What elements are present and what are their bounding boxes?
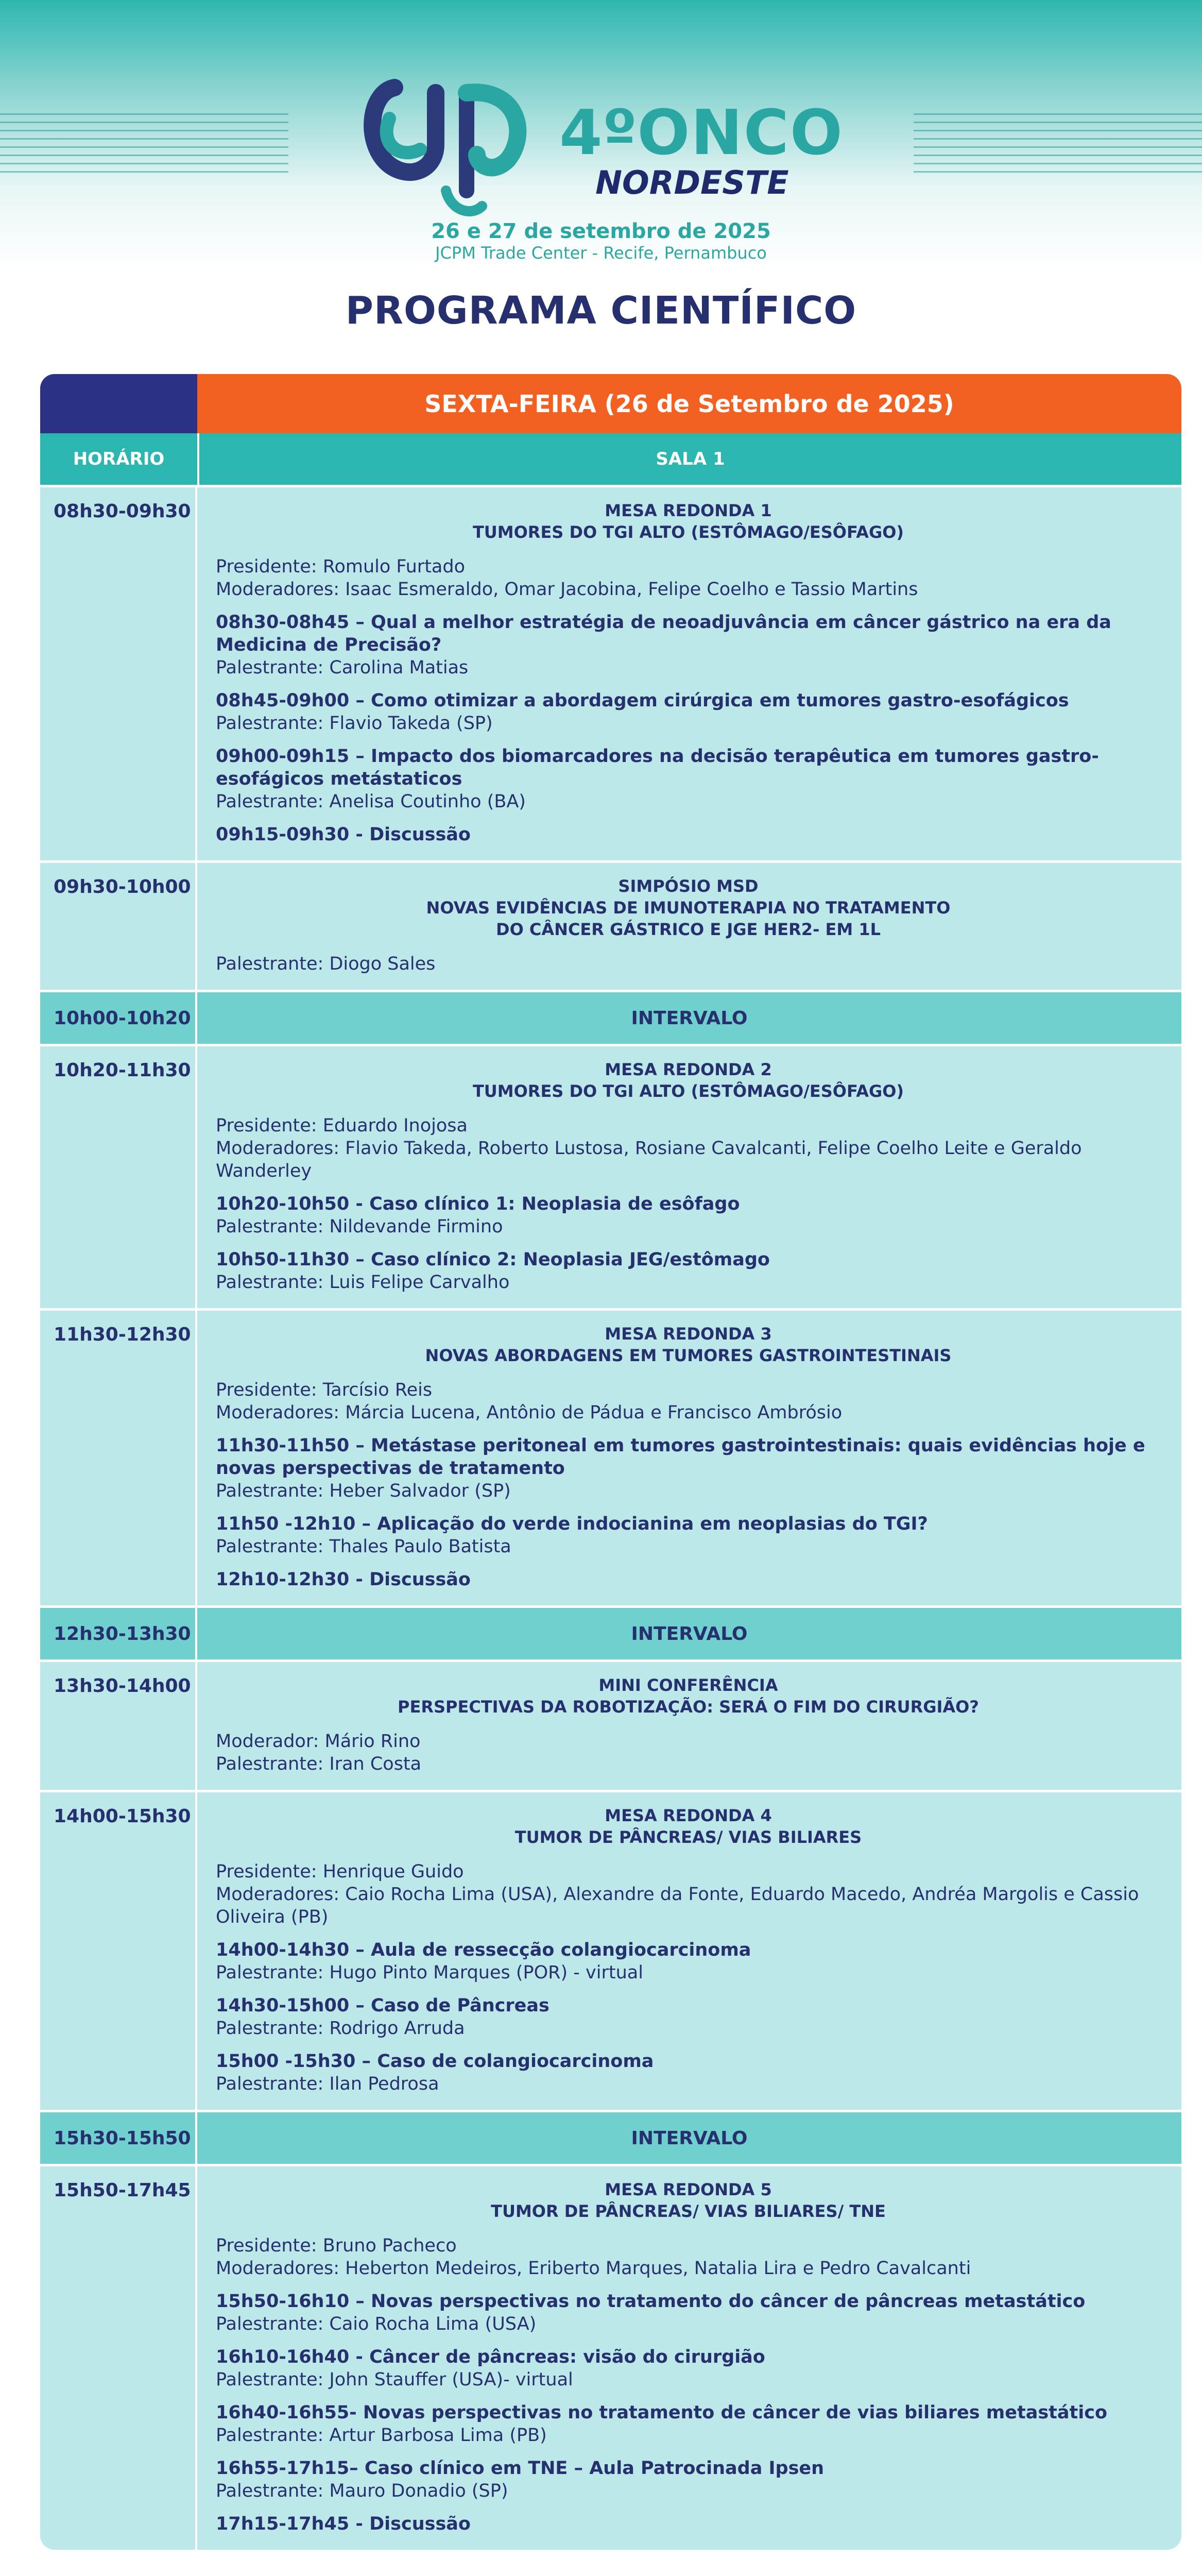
- event-logo: [0, 72, 1202, 263]
- session-title: NOVAS ABORDAGENS EM TUMORES GASTROINTESTINAIS: [425, 1346, 952, 1365]
- session-title: MESA REDONDA 3: [605, 1324, 772, 1344]
- day-schedule-friday: [40, 374, 1181, 2550]
- participant-line: Palestrante: Artur Barbosa Lima (PB): [216, 2425, 547, 2446]
- talk-title: 08h30-08h45 – Qual a melhor estratégia de neoadjuvância em câncer gástrico na era da Medicina de Precisão?: [216, 612, 1111, 655]
- participant-line: Presidente: Romulo Furtado: [216, 556, 466, 577]
- session-content: [197, 1792, 1181, 2110]
- event-venue: JCPM Trade Center - Recife, Pernambuco: [435, 243, 767, 263]
- participant-line: Palestrante: Anelisa Coutinho (BA): [216, 791, 526, 812]
- schedule-row-session: [40, 860, 1181, 990]
- schedule-row-interval: [40, 1605, 1181, 1659]
- spacer: [216, 2222, 1161, 2234]
- session-title: MINI CONFERÊNCIA: [598, 1675, 778, 1695]
- participant-line: Palestrante: Flavio Takeda (SP): [216, 713, 493, 734]
- participant-line: Presidente: Henrique Guido: [216, 1861, 464, 1882]
- session-title: PERSPECTIVAS DA ROBOTIZAÇÃO: SERÁ O FIM DO CIRURGIÃO?: [398, 1697, 979, 1717]
- spacer: [216, 1718, 1161, 1730]
- column-header-time: HORÁRIO: [40, 433, 199, 485]
- session-title: MESA REDONDA 5: [605, 2180, 772, 2199]
- time-slot: 15h50-17h45: [40, 2166, 197, 2550]
- schedule-row-session: [40, 1659, 1181, 1790]
- talk-title: 16h55-17h15– Caso clínico em TNE – Aula Patrocinada Ipsen: [216, 2458, 825, 2479]
- interval-label: INTERVALO: [631, 1007, 748, 1029]
- participant-line: Palestrante: Mauro Donadio (SP): [216, 2481, 508, 2501]
- talk-title: 15h50-16h10 – Novas perspectivas no tratamento do câncer de pâncreas metastático: [216, 2291, 1086, 2312]
- participant-line: Palestrante: Ilan Pedrosa: [216, 2074, 439, 2094]
- schedule-row-session: [40, 2164, 1181, 2550]
- time-slot: 13h30-14h00: [40, 1662, 197, 1790]
- session-title: TUMORES DO TGI ALTO (ESTÔMAGO/ESÔFAGO): [472, 522, 904, 542]
- talk-title: 09h00-09h15 – Impacto dos biomarcadores na decisão terapêutica em tumores gastro-esofágicos metástaticos: [216, 746, 1099, 789]
- participant-line: Moderadores: Márcia Lucena, Antônio de Pádua e Francisco Ambrósio: [216, 1402, 843, 1423]
- talk-title: 09h15-09h30 - Discussão: [216, 824, 471, 845]
- time-slot: 15h30-15h50: [40, 2112, 197, 2164]
- schedule-row-interval: [40, 2110, 1181, 2164]
- talk-title: 11h30-11h50 – Metástase peritoneal em tumores gastrointestinais: quais evidências hoje e novas perspectivas de tratamento: [216, 1435, 1145, 1479]
- spacer: [216, 940, 1161, 953]
- session-title: TUMORES DO TGI ALTO (ESTÔMAGO/ESÔFAGO): [472, 1081, 904, 1101]
- session-title: SIMPÓSIO MSD: [618, 876, 759, 896]
- session-content: [197, 1662, 1181, 1790]
- talk-title: 11h50 -12h10 – Aplicação do verde indocianina em neoplasias do TGI?: [216, 1514, 928, 1534]
- brand-subtitle: NORDESTE: [595, 164, 789, 201]
- talk-title: 14h00-14h30 – Aula de ressecção colangiocarcinoma: [216, 1940, 751, 1960]
- time-slot: 08h30-09h30: [40, 487, 197, 860]
- participant-line: Palestrante: John Stauffer (USA)- virtual: [216, 2369, 573, 2390]
- column-header: [40, 433, 1181, 485]
- participant-line: Moderador: Mário Rino: [216, 1731, 421, 1752]
- participant-line: Moderadores: Isaac Esmeraldo, Omar Jacobina, Felipe Coelho e Tassio Martins: [216, 579, 918, 600]
- column-header-room: SALA 1: [656, 449, 725, 469]
- schedule-row-session: [40, 1044, 1181, 1308]
- participant-line: Palestrante: Luis Felipe Carvalho: [216, 1272, 510, 1293]
- talk-title: 12h10-12h30 - Discussão: [216, 1569, 471, 1590]
- participant-line: Moderadores: Heberton Medeiros, Eriberto Marques, Natalia Lira e Pedro Cavalcanti: [216, 2258, 971, 2279]
- talk-title: 17h15-17h45 - Discussão: [216, 2514, 471, 2534]
- participant-line: Palestrante: Carolina Matias: [216, 657, 469, 678]
- participant-line: Moderadores: Caio Rocha Lima (USA), Alexandre da Fonte, Eduardo Macedo, Andréa Margolis e Cassio Oliveira (PB): [216, 1884, 1139, 1927]
- day-title: SEXTA-FEIRA (26 de Setembro de 2025): [197, 374, 1181, 433]
- talk-title: 16h10-16h40 - Câncer de pâncreas: visão do cirurgião: [216, 2347, 765, 2367]
- session-title: MESA REDONDA 1: [605, 501, 772, 520]
- session-content: [197, 1046, 1181, 1308]
- session-title: DO CÂNCER GÁSTRICO E JGE HER2- EM 1L: [496, 920, 881, 939]
- talk-title: 08h45-09h00 – Como otimizar a abordagem cirúrgica em tumores gastro-esofágicos: [216, 690, 1069, 711]
- participant-line: Palestrante: Nildevande Firmino: [216, 1216, 503, 1237]
- brand-name: ONCO: [637, 97, 844, 169]
- session-content: [197, 863, 1181, 990]
- talk-title: 16h40-16h55- Novas perspectivas no tratamento de câncer de vias biliares metastático: [216, 2402, 1108, 2423]
- participant-line: Presidente: Tarcísio Reis: [216, 1380, 433, 1400]
- digestive-organs-icon: [358, 72, 544, 227]
- time-slot: 11h30-12h30: [40, 1311, 197, 1605]
- day-header: [40, 374, 1181, 433]
- time-slot: 12h30-13h30: [40, 1608, 197, 1659]
- event-dates: 26 e 27 de setembro de 2025: [431, 219, 771, 243]
- participant-line: Palestrante: Heber Salvador (SP): [216, 1481, 511, 1501]
- time-slot: 10h00-10h20: [40, 992, 197, 1044]
- session-title: TUMOR DE PÂNCREAS/ VIAS BILIARES/ TNE: [491, 2201, 886, 2221]
- participant-line: Moderadores: Flavio Takeda, Roberto Lustosa, Rosiane Cavalcanti, Felipe Coelho Leite e Geraldo Wanderley: [216, 1138, 1082, 1181]
- time-slot: 14h00-15h30: [40, 1792, 197, 2110]
- schedule-row-session: [40, 485, 1181, 860]
- spacer: [216, 1366, 1161, 1379]
- participant-line: Palestrante: Diogo Sales: [216, 954, 436, 974]
- talk-title: 15h00 -15h30 – Caso de colangiocarcinoma: [216, 2051, 654, 2072]
- participant-line: Palestrante: Hugo Pinto Marques (POR) - virtual: [216, 1962, 643, 1983]
- time-slot: 10h20-11h30: [40, 1046, 197, 1308]
- spacer: [216, 1848, 1161, 1860]
- participant-line: Palestrante: Caio Rocha Lima (USA): [216, 2314, 537, 2334]
- talk-title: 14h30-15h00 – Caso de Pâncreas: [216, 1995, 550, 2016]
- talk-title: 10h20-10h50 - Caso clínico 1: Neoplasia de esôfago: [216, 1194, 740, 1214]
- interval-cell: [197, 1608, 1181, 1659]
- participant-line: Palestrante: Thales Paulo Batista: [216, 1536, 511, 1557]
- schedule-row-interval: [40, 990, 1181, 1044]
- session-title: MESA REDONDA 2: [605, 1060, 772, 1079]
- schedule-row-session: [40, 1308, 1181, 1605]
- interval-label: INTERVALO: [631, 1623, 748, 1645]
- participant-line: Palestrante: Rodrigo Arruda: [216, 2018, 465, 2039]
- talk-title: 10h50-11h30 – Caso clínico 2: Neoplasia JEG/estômago: [216, 1249, 770, 1270]
- day-header-corner: [40, 374, 197, 433]
- session-title: NOVAS EVIDÊNCIAS DE IMUNOTERAPIA NO TRATAMENTO: [426, 898, 951, 918]
- schedule-row-session: [40, 1790, 1181, 2110]
- session-content: [197, 1311, 1181, 1605]
- interval-cell: [197, 992, 1181, 1044]
- participant-line: Palestrante: Iran Costa: [216, 1754, 422, 1774]
- participant-line: Presidente: Bruno Pacheco: [216, 2235, 457, 2256]
- time-slot: 09h30-10h00: [40, 863, 197, 990]
- session-content: [197, 2166, 1181, 2550]
- interval-cell: [197, 2112, 1181, 2164]
- spacer: [216, 543, 1161, 555]
- session-title: MESA REDONDA 4: [605, 1806, 772, 1825]
- interval-label: INTERVALO: [631, 2127, 748, 2149]
- edition-number: 4º: [559, 97, 638, 169]
- spacer: [216, 1102, 1161, 1114]
- session-content: [197, 487, 1181, 860]
- session-title: TUMOR DE PÂNCREAS/ VIAS BILIARES: [514, 1827, 862, 1847]
- participant-line: Presidente: Eduardo Inojosa: [216, 1115, 468, 1136]
- page-title: PROGRAMA CIENTÍFICO: [345, 289, 857, 333]
